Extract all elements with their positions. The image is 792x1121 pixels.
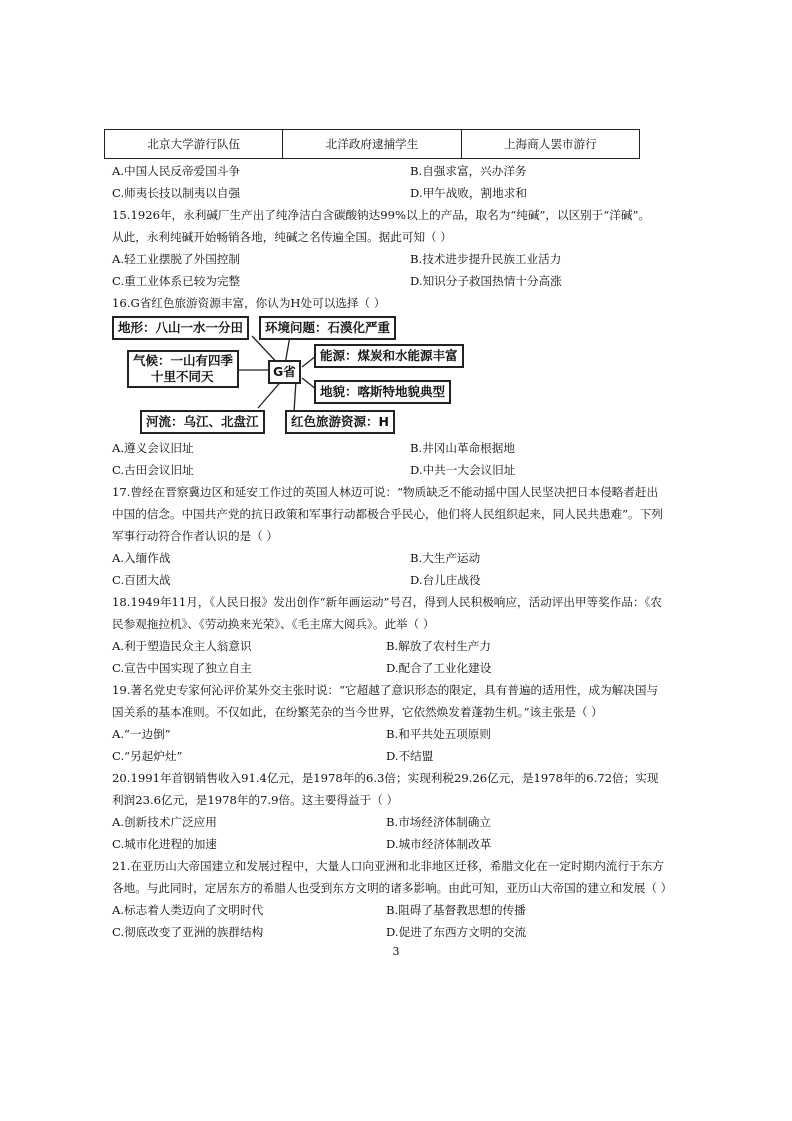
diagram-center-province: G省 [268, 360, 301, 384]
q21-option-b: B.阻碍了基督教思想的传播 [386, 903, 526, 917]
q19-stem-line-2: 国关系的基本准则。不仅如此，在纷繁芜杂的当今世界，它依然焕发着蓬勃生机。”该主张是（ ） [112, 705, 603, 719]
q16-option-c: C.古田会议旧址 [112, 463, 194, 477]
q14-option-b: B.自强求富，兴办洋务 [410, 164, 527, 178]
q17-option-b: B.大生产运动 [410, 551, 481, 565]
diagram-box-climate [127, 350, 239, 388]
q15-stem-line-2: 从此，永利纯碱开始畅销各地，纯碱之名传遍全国。据此可知（ ） [112, 230, 452, 244]
table-cell: 上海商人罢市游行 [461, 130, 639, 159]
q20-option-d: D.城市经济体制改革 [386, 837, 492, 851]
diagram-box-environment: 环境问题：石漠化严重 [259, 316, 396, 340]
q18-stem-line-2: 民参观拖拉机》、《劳动换来光荣》、《毛主席大阅兵》。此举（ ） [112, 617, 435, 631]
diagram-box-red-tourism: 红色旅游资源：H [285, 410, 395, 434]
province-g-diagram [112, 312, 482, 436]
q17-stem-line-1: 17.曾经在晋察冀边区和延安工作过的英国人林迈可说：“物质缺乏不能动摇中国人民坚决把日本侵略者赶出 [112, 485, 659, 499]
diagram-box-terrain: 地形：八山一水一分田 [112, 316, 249, 340]
q16-stem: 16.G省红色旅游资源丰富，你认为H处可以选择（ ） [112, 296, 386, 310]
table-cell: 北洋政府逮捕学生 [283, 130, 461, 159]
q18-option-b: B.解放了农村生产力 [386, 639, 491, 653]
q21-option-a: A.标志着人类迈向了文明时代 [112, 903, 264, 917]
q18-option-a: A.利于塑造民众主人翁意识 [112, 639, 252, 653]
q20-option-a: A.创新技术广泛应用 [112, 815, 217, 829]
q14-option-a: A.中国人民反帝爱国斗争 [112, 164, 240, 178]
q20-stem-line-2: 利润23.6亿元，是1978年的7.9倍。这主要得益于（ ） [112, 793, 399, 807]
q18-option-d: D.配合了工业化建设 [386, 661, 492, 675]
q15-option-b: B.技术进步提升民族工业活力 [410, 252, 562, 266]
q21-stem-line-2: 各地。与此同时，定居东方的希腊人也受到东方文明的诸多影响。由此可知，亚历山大帝国的建立和发展（ ） [112, 881, 673, 895]
q18-stem-line-1: 18.1949年11月，《人民日报》发出创作“新年画运动”号召，得到人民积极响应，活动评出甲等奖作品：《农 [112, 595, 662, 609]
q21-option-c: C.彻底改变了亚洲的族群结构 [112, 925, 264, 939]
q16-option-d: D.中共一大会议旧址 [410, 463, 516, 477]
q17-option-a: A.入缅作战 [112, 551, 171, 565]
q18-option-c: C.宣告中国实现了独立自主 [112, 661, 252, 675]
protest-events-table [104, 129, 640, 159]
diagram-box-energy: 能源：煤炭和水能源丰富 [314, 344, 464, 368]
q17-stem-line-2: 中国的信念。中国共产党的抗日政策和军事行动都极合乎民心，他们将人民组织起来，同人民共患难”。下列 [112, 507, 663, 521]
q20-stem-line-1: 20.1991年首钢销售收入91.4亿元，是1978年的6.3倍；实现利税29.26亿元，是1978年的6.72倍；实现 [112, 771, 659, 785]
q15-option-a: A.轻工业摆脱了外国控制 [112, 252, 240, 266]
q20-option-c: C.城市化进程的加速 [112, 837, 217, 851]
q19-stem-line-1: 19.著名党史专家何沁评价某外交主张时说：“它超越了意识形态的限定，具有普遍的适用性，成为解决国与 [112, 683, 659, 697]
climate-line-1: 气候：一山有四季 [133, 353, 234, 368]
q15-option-d: D.知识分子救国热情十分高涨 [410, 274, 562, 288]
q19-option-b: B.和平共处五项原则 [386, 727, 491, 741]
q19-option-c: C.“另起炉灶” [112, 749, 183, 763]
climate-line-2: 十里不同天 [151, 369, 214, 384]
q16-option-b: B.井冈山革命根据地 [410, 441, 515, 455]
q21-option-d: D.促进了东西方文明的交流 [386, 925, 527, 939]
page-number: 3 [392, 945, 400, 958]
diagram-box-rivers: 河流：乌江、北盘江 [140, 410, 265, 434]
q19-option-a: A.“一边倒” [112, 727, 171, 741]
table-row [105, 130, 640, 159]
q19-option-d: D.不结盟 [386, 749, 434, 763]
q20-option-b: B.市场经济体制确立 [386, 815, 491, 829]
q14-option-c: C.师夷长技以制夷以自强 [112, 186, 241, 200]
q21-stem-line-1: 21.在亚历山大帝国建立和发展过程中，大量人口向亚洲和北非地区迁移，希腊文化在一定时期内流行于东方 [112, 859, 664, 873]
table-cell: 北京大学游行队伍 [105, 130, 283, 159]
q14-option-d: D.甲午战败，割地求和 [410, 186, 527, 200]
q17-option-c: C.百团大战 [112, 573, 171, 587]
q15-stem-line-1: 15.1926年，永利碱厂生产出了纯净洁白含碳酸钠达99%以上的产品，取名为“纯碱”，以区别于“洋碱”。 [112, 208, 650, 222]
q16-option-a: A.遵义会议旧址 [112, 441, 194, 455]
q17-option-d: D.台儿庄战役 [410, 573, 481, 587]
diagram-box-landform: 地貌：喀斯特地貌典型 [314, 380, 451, 404]
q17-stem-line-3: 军事行动符合作者认识的是（ ） [112, 529, 278, 543]
q15-option-c: C.重工业体系已较为完整 [112, 274, 241, 288]
